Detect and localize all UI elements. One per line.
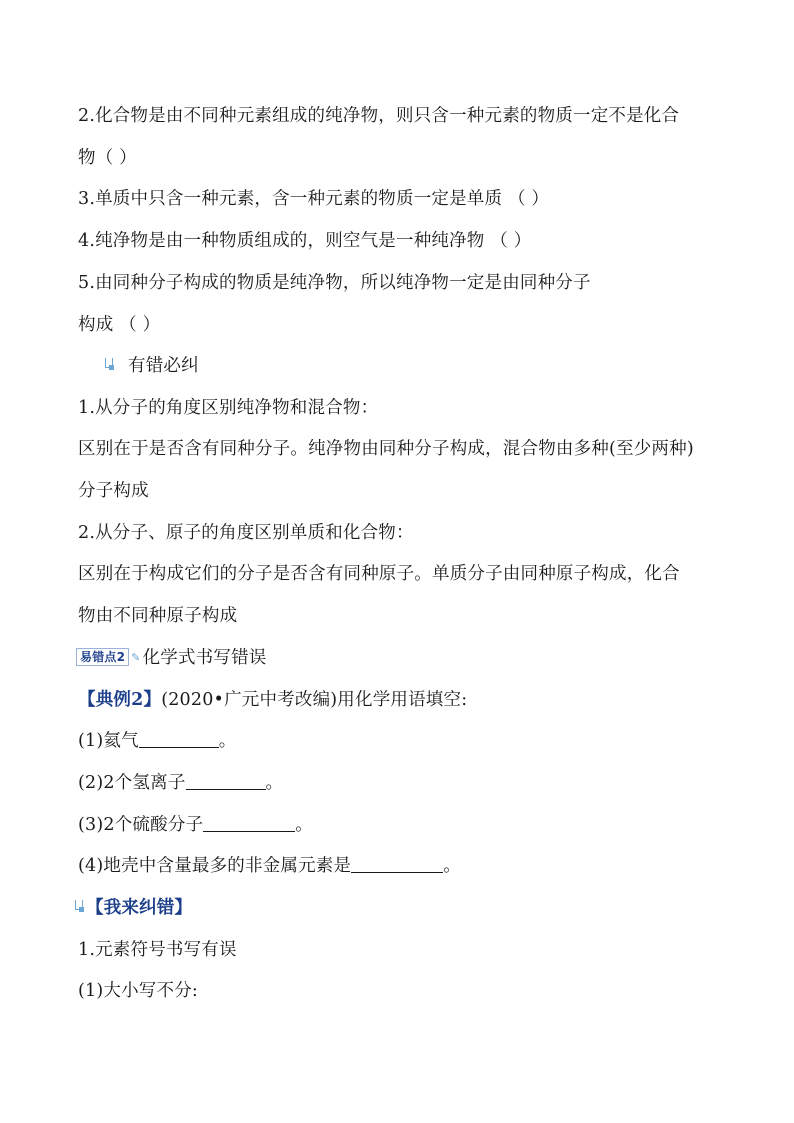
- error-point-2-heading: [76, 646, 266, 670]
- example-item-3: [78, 813, 313, 837]
- section-must-correct: [104, 354, 199, 378]
- item-label: (4)地壳中含量最多的非金属元素是: [78, 856, 352, 876]
- answer-blank[interactable]: [351, 854, 443, 873]
- answer-blank[interactable]: [186, 771, 266, 790]
- item-end: 。: [218, 731, 237, 751]
- bookmark-icon: [104, 358, 114, 370]
- bookmark-icon: [74, 900, 84, 912]
- item-end: 。: [443, 856, 461, 876]
- i-correct-title: 【我来纠错】: [86, 898, 193, 918]
- correct-point-2-line2: 物由不同种原子构成: [78, 606, 238, 626]
- error-point-badge: 易错点2: [76, 648, 129, 666]
- question-3: 3.单质中只含一种元素，含一种元素的物质一定是单质 （ ）: [78, 189, 550, 209]
- question-5-line1: 5.由同种分子构成的物质是纯净物，所以纯净物一定是由同种分子: [78, 273, 591, 293]
- item-label: (2)2个氢离子: [78, 773, 186, 793]
- pencil-icon: ✎: [131, 651, 141, 664]
- question-4: 4.纯净物是由一种物质组成的，则空气是一种纯净物 （ ）: [78, 231, 532, 251]
- i-correct-line1: 1.元素符号书写有误: [78, 940, 237, 960]
- question-5-line2: 构成 （ ）: [78, 315, 161, 335]
- question-2-line1: 2.化合物是由不同种元素组成的纯净物，则只含一种元素的物质一定不是化合: [78, 106, 680, 126]
- correct-point-2-title: 2.从分子、原子的角度区别单质和化合物：: [78, 523, 414, 543]
- item-label: (1)氦气: [78, 731, 139, 751]
- correct-point-2-line1: 区别在于构成它们的分子是否含有同种原子。单质分子由同种原子构成，化合: [78, 564, 680, 584]
- i-correct-heading: [74, 896, 192, 920]
- item-end: 。: [295, 815, 313, 835]
- error-point-title: 化学式书写错误: [142, 648, 267, 668]
- correct-point-1-title: 1.从分子的角度区别纯净物和混合物：: [78, 398, 379, 418]
- i-correct-line2: (1)大小写不分:: [78, 981, 198, 1001]
- example-item-4: [78, 854, 461, 878]
- example-item-1: [78, 729, 237, 753]
- correct-point-1-line1: 区别在于是否含有同种分子。纯净物由同种分子构成，混合物由多种(至少两种): [78, 439, 694, 459]
- example-tag: 【典例2】: [78, 690, 162, 710]
- item-label: (3)2个硫酸分子: [78, 815, 204, 835]
- section-title: 有错必纠: [128, 356, 199, 376]
- item-end: 。: [265, 773, 284, 793]
- example-item-2: [78, 771, 283, 795]
- answer-blank[interactable]: [203, 813, 295, 832]
- example-2: [78, 688, 467, 712]
- example-text: (2020•广元中考改编)用化学用语填空:: [161, 690, 468, 710]
- answer-blank[interactable]: [139, 729, 219, 748]
- correct-point-1-line2: 分子构成: [78, 481, 149, 501]
- question-2-line2: 物（ ）: [78, 148, 137, 168]
